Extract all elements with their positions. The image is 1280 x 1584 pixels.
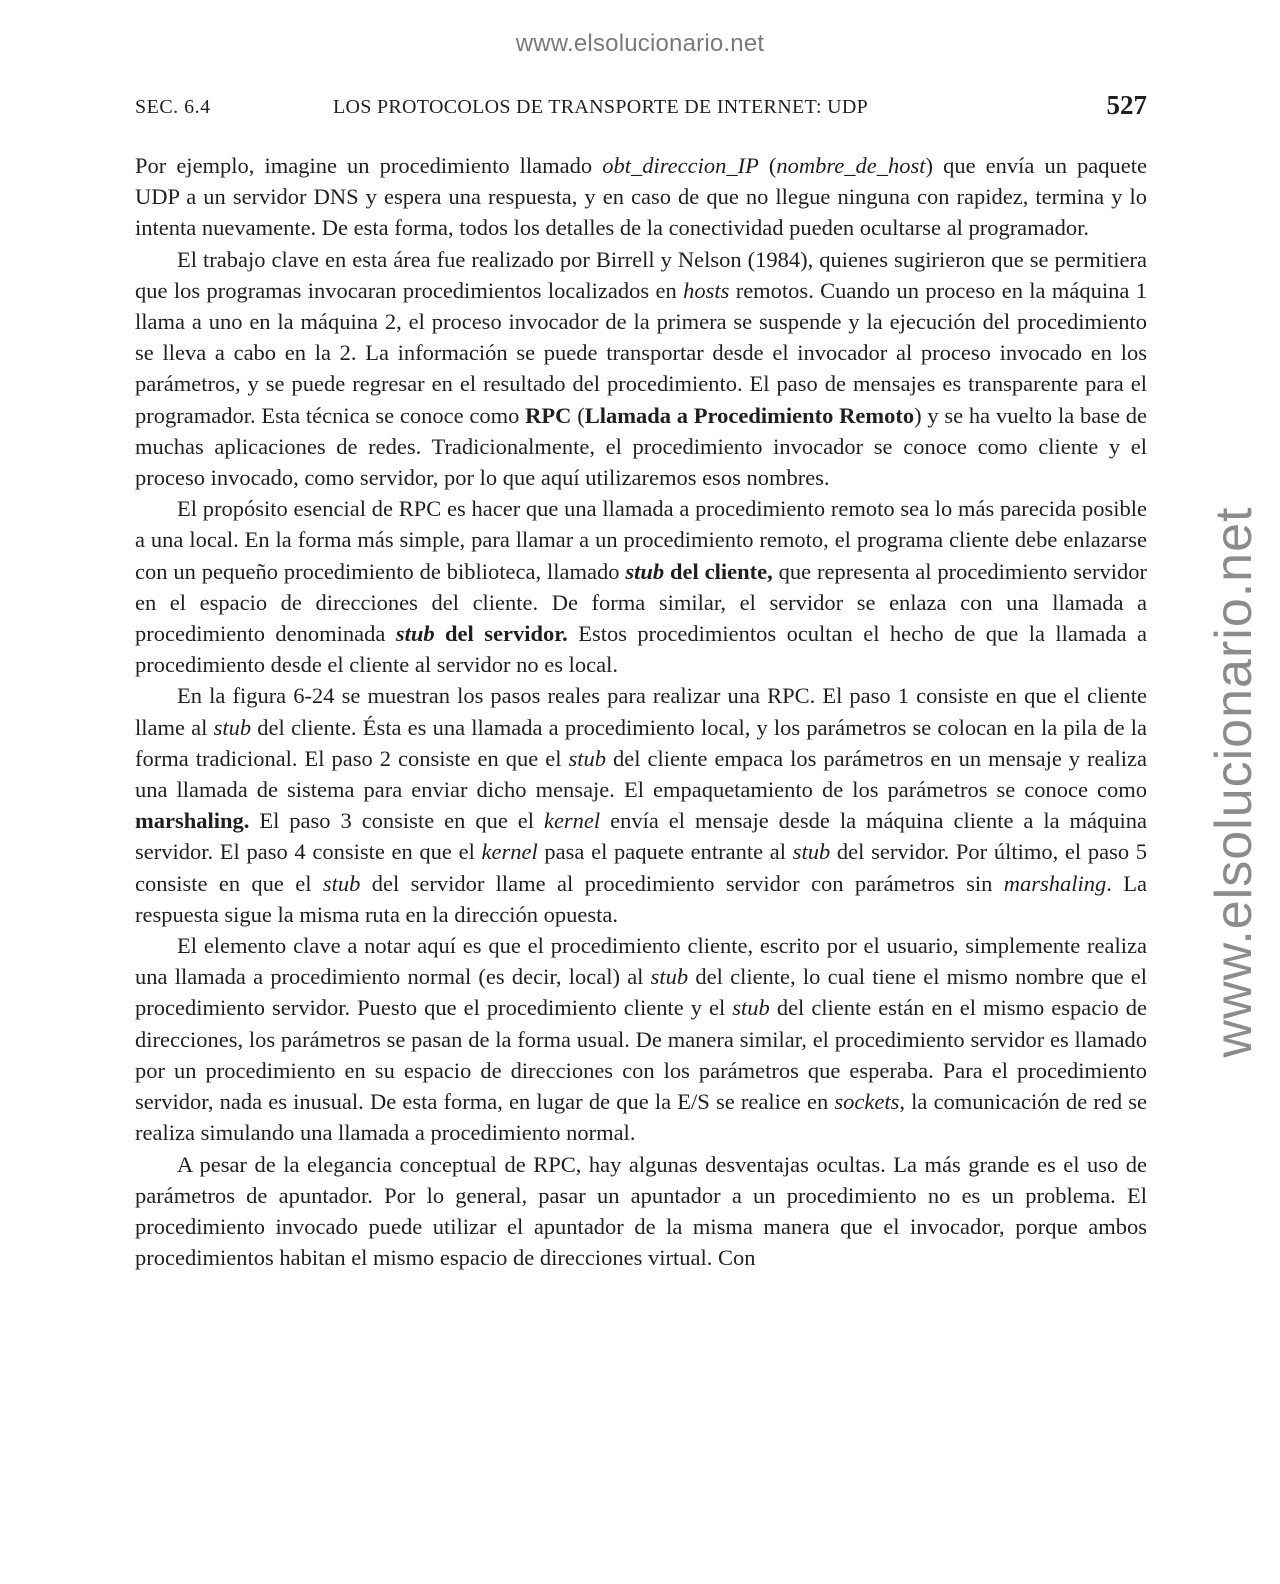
text-run: stub	[625, 558, 665, 584]
text-run: envía el mensaje desde la máquina cliente a la máquina servidor. El paso 4 consiste en que el	[135, 808, 1147, 865]
text-run: stub	[568, 745, 606, 771]
text-run: del cliente empaca los parámetros en un mensaje y realiza una llamada de sistema para enviar dicho mensaje. El empaquetamiento de los parámetros se conoce como	[135, 745, 1147, 803]
text-run: Llamada a Procedimiento Remoto	[584, 402, 915, 428]
text-run: del servidor llame al procedimiento servidor con parámetros sin	[360, 870, 1004, 896]
paragraph	[135, 930, 1147, 1148]
running-title: LOS PROTOCOLOS DE TRANSPORTE DE INTERNET: UDP	[333, 96, 869, 118]
text-run: que representa al procedimiento servidor en el espacio de direcciones del cliente. De forma similar, el servidor se enlaza con una llamada a procedimiento denominada	[135, 558, 1147, 647]
text-run: del servidor.	[434, 621, 568, 647]
text-run: stub	[792, 839, 831, 865]
text-run: del servidor. Por último, el paso 5 consiste en que el	[135, 839, 1148, 896]
paragraph	[135, 1149, 1147, 1274]
paragraph	[135, 150, 1147, 244]
text-run: , la comunicación de red se realiza simulando una llamada a procedimiento normal.	[135, 1089, 1147, 1146]
text-run: stub	[322, 870, 361, 896]
text-run: (	[758, 153, 777, 178]
text-run: El elemento clave a notar aquí es que el procedimiento cliente, escrito por el usuario, simplemente realiza una llamada a procedimiento normal (es decir, local) al	[135, 933, 1147, 990]
text-run: ) que envía un paquete UDP a un servidor DNS y espera una respuesta, y en caso de que no llegue ninguna con rapidez, termina y lo intenta nuevamente. De esta forma, todos los detalles de la conectividad pueden ocultarse al programador.	[135, 153, 1147, 241]
text-run: marshaling	[1003, 870, 1107, 896]
section-number: SEC. 6.4	[135, 96, 211, 118]
text-run: stub	[732, 995, 770, 1021]
text-run: marshaling.	[135, 808, 250, 834]
text-run: kernel	[543, 808, 601, 834]
top-watermark: www.elsolucionario.net	[515, 30, 765, 57]
body-text	[135, 150, 1147, 1273]
text-run: del cliente. Ésta es una llamada a procedimiento local, y los parámetros se colocan en la pila de la forma tradicional. El paso 2 consiste en que el	[135, 714, 1148, 771]
text-run: El trabajo clave en esta área fue realizado por Birrell y Nelson (1984), quienes sugirieron que se permitiera que los programas invocaran procedimientos localizados en	[135, 246, 1147, 303]
text-run: nombre_de_host	[776, 153, 926, 178]
text-run: El propósito esencial de RPC es hacer que una llamada a procedimiento remoto sea lo más parecida posible a una local. En la forma más simple, para llamar a un procedimiento remoto, el programa cliente debe enlazarse con un pequeño procedimiento de biblioteca, llamado	[135, 496, 1147, 584]
text-run: A pesar de la elegancia conceptual de RPC, hay algunas desventajas ocultas. La más grande es el uso de parámetros de apuntador. Por lo general, pasar un apuntador a un procedimiento no es un problema. El procedimiento invocado puede utilizar el apuntador de la misma manera que el invocador, porque ambos procedimientos habitan el mismo espacio de direcciones virtual. Con	[135, 1151, 1147, 1271]
page-number: 527	[1106, 90, 1147, 120]
text-run: ) y se ha vuelto la base de muchas aplicaciones de redes. Tradicionalmente, el procedimiento invocador se conoce como cliente y el proceso invocado, como servidor, por lo que aquí utilizaremos esos nombres.	[135, 402, 1147, 491]
text-run: (	[571, 402, 585, 428]
side-watermark: www.elsolucionario.net	[1205, 506, 1263, 1058]
text-run: del cliente están en el mismo espacio de direcciones, los parámetros se pasan de la forma usual. De manera similar, el procedimiento servidor es llamado por un procedimiento en su espacio de direcciones con los parámetros que esperaba. Para el procedimiento servidor, nada es inusual. De esta forma, en lugar de que la E/S se realice en	[135, 995, 1147, 1115]
paragraph	[135, 493, 1147, 680]
text-run: sockets	[834, 1089, 900, 1115]
text-run: Estos procedimientos ocultan el hecho de que la llamada a procedimiento desde el cliente al servidor no es local.	[135, 621, 1148, 678]
text-run: del cliente, lo cual tiene el mismo nombre que el procedimiento servidor. Puesto que el procedimiento cliente y el	[135, 964, 1147, 1021]
text-run: kernel	[481, 839, 538, 865]
text-run: . La respuesta sigue la misma ruta en la dirección opuesta.	[135, 870, 1147, 927]
text-run: del cliente,	[664, 558, 773, 584]
text-run: obt_direccion_IP	[602, 153, 759, 178]
text-run: En la figura 6-24 se muestran los pasos reales para realizar una RPC. El paso 1 consiste en que el cliente llame al	[135, 683, 1147, 740]
text-run: hosts	[683, 277, 730, 303]
text-run: El paso 3 consiste en que el	[249, 808, 544, 834]
paragraph	[135, 680, 1147, 930]
text-run: stub	[213, 714, 252, 740]
text-run: stub	[395, 621, 435, 647]
running-head	[135, 90, 1147, 122]
paragraph	[135, 244, 1147, 494]
text-run: RPC	[525, 402, 572, 428]
text-run: pasa el paquete entrante al	[537, 839, 793, 865]
text-run: remotos. Cuando un proceso en la máquina 1 llama a uno en la máquina 2, el proceso invocador de la primera se suspende y la ejecución del procedimiento se lleva a cabo en la 2. La información se puede transportar desde el invocador al proceso invocado en los parámetros, y se puede regresar en el resultado del procedimiento. El paso de mensajes es transparente para el programador. Esta técnica se conoce como	[135, 277, 1147, 428]
text-run: stub	[650, 964, 689, 990]
text-run: Por ejemplo, imagine un procedimiento llamado	[135, 153, 603, 178]
